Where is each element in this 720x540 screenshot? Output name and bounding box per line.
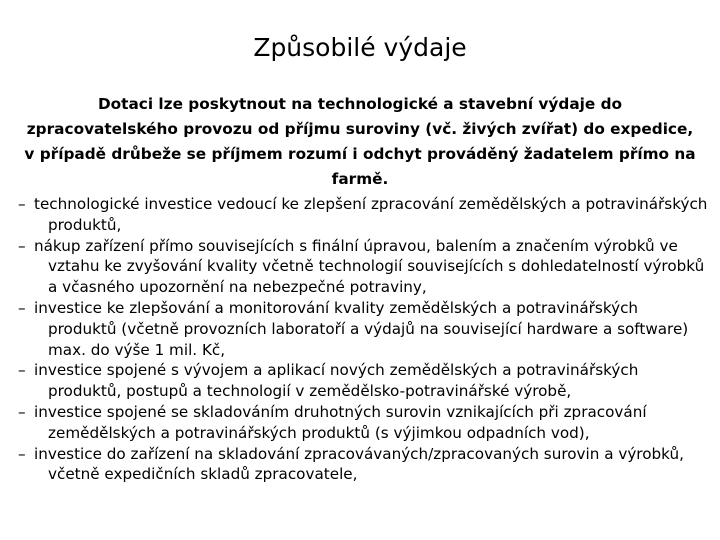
- dash-bullet: –: [18, 298, 26, 317]
- dash-bullet: –: [18, 236, 26, 255]
- list-item-text: investice ke zlepšování a monitorování kvality zemědělských a potravinářských produktů (včetně provozních laboratoří a výdajů na související hardware a software) max. do výše 1 mil. Kč,: [34, 298, 689, 359]
- list-item-text: investice do zařízení na skladování zpracovávaných/zpracovaných surovin a výrobků, včetně expedičních skladů zpracovatele,: [34, 444, 684, 484]
- list-item: [18, 298, 708, 360]
- list-item: [18, 444, 708, 486]
- list-item-text: investice spojené s vývojem a aplikací nových zemědělských a potravinářských produktů, postupů a technologií v zemědělsko-potravinářské výrobě,: [34, 361, 639, 401]
- intro-paragraph: Dotaci lze poskytnout na technologické a stavební výdaje do zpracovatelského provozu od příjmu suroviny (vč. živých zvířat) do expedice, v případě drůbeže se příjmem rozumí i odchyt prováděný žadatelem přímo na farmě.: [24, 95, 696, 188]
- list-item: [18, 360, 708, 402]
- eligible-expenses-list: [18, 194, 708, 485]
- list-item-text: nákup zařízení přímo souvisejících s finální úpravou, balením a značením výrobků ve vztahu ke zvyšování kvality včetně technologií souvisejících s dohledatelností výrobků a včasného upozornění na nebezpečné potraviny,: [34, 236, 705, 297]
- dash-bullet: –: [18, 361, 26, 380]
- dash-bullet: –: [18, 402, 26, 421]
- list-item-text: technologické investice vedoucí ke zlepšení zpracování zemědělských a potravinářských produktů,: [34, 195, 708, 234]
- dash-bullet: –: [18, 444, 26, 463]
- slide-title: Způsobilé výdaje: [253, 33, 467, 62]
- dash-bullet: –: [18, 195, 26, 213]
- list-item: [18, 402, 708, 444]
- list-item-text: investice spojené se skladováním druhotných surovin vznikajících při zpracování zemědělských a potravinářských produktů (s výjimkou odpadních vod),: [34, 402, 647, 442]
- list-item: [18, 194, 708, 236]
- list-item: [18, 236, 708, 298]
